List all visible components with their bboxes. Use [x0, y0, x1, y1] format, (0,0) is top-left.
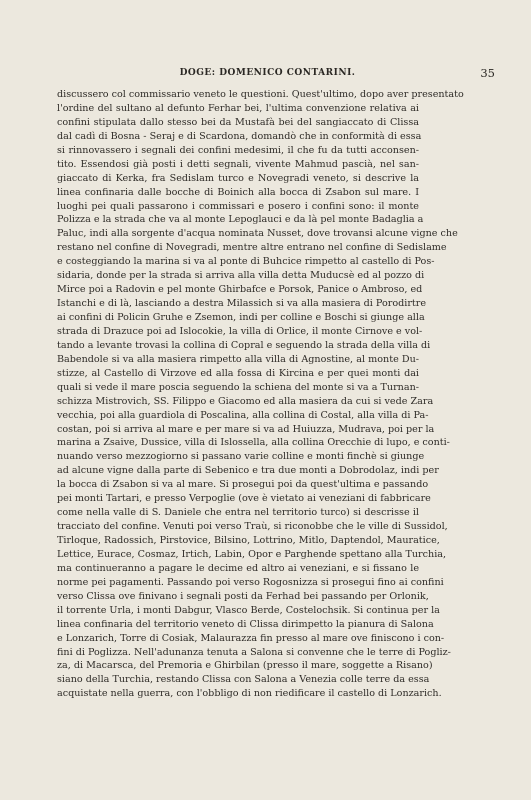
text-line: come nella valle di S. Daniele che entra nel territorio turco) si descrisse il [57, 507, 419, 519]
text-line: ad alcune vigne dalla parte di Sebenico e tra due monti a Dobrodolaz, indi per [57, 465, 439, 477]
text-line: vecchia, poi alla guardiola di Poscalina, alla collina di Costal, alla villa di Pa- [57, 409, 429, 421]
text-line: Mirce poi a Radovin e pel monte Ghirbafce e Porsok, Panice o Ambroso, ed [57, 284, 423, 296]
page-number: 35 [480, 66, 495, 80]
text-line: verso Clissa ove finivano i segnali posti da Ferhad bei passando per Orlonik, [57, 590, 429, 602]
text-line: marina a Zsaive, Dussice, villa di Islossella, alla collina Orecchie di lupo, e conti- [57, 437, 450, 449]
text-line: Babendole si va alla masiera rimpetto alla villa di Agnostine, al monte Du- [57, 353, 419, 365]
text-line: Lettice, Eurace, Cosmaz, Irtich, Labin, Opor e Parghende spettano alla Turchia, [57, 548, 447, 560]
text-line: il torrente Urla, i monti Dabgur, Vlasco Berde, Costelochsik. Si continua per la [57, 604, 440, 616]
text-line: confini stipulata dallo stesso bei da Mustafà bei del sangiaccato di Clissa [57, 116, 419, 128]
text-line: giaccato di Kerka, fra Sedislam turco e Novegradi veneto, si descrive la [57, 172, 419, 184]
text-line: za, di Macarsca, del Premoria e Ghirbilan (presso il mare, soggette a Risano) [57, 660, 433, 672]
body-text [57, 88, 464, 701]
text-line: nuando verso mezzogiorno si passano varie colline e monti finchè si giunge [57, 451, 425, 463]
text-line: sidaria, donde per la strada si arriva alla villa detta Muducsè ed al pozzo di [57, 270, 425, 282]
running-title: DOGE: DOMENICO CONTARINI. [179, 68, 356, 78]
text-line: linea confinaria del territorio veneto di Clissa dirimpetto la pianura di Salona [57, 618, 434, 630]
text-line: norme pei pagamenti. Passando poi verso Rogosnizza si prosegui fino ai confini [57, 576, 444, 588]
text-line: Paluc, indi alla sorgente d'acqua nominata Nusset, dove trovansi alcune vigne che [57, 228, 458, 240]
text-line: tito. Essendosi già posti i detti segnali, vivente Mahmud pascià, nel san- [57, 158, 419, 170]
text-line: siano della Turchia, restando Clissa con Salona a Venezia colle terre da essa [57, 674, 430, 686]
text-line: luoghi pei quali passarono i commissari e posero i confini sono: il monte [57, 200, 419, 212]
text-line: fini di Poglizza. Nell'adunanza tenuta a Salona si convenne che le terre di Pogliz- [57, 646, 451, 658]
text-line: ai confini di Policin Gruhe e Zsemon, indi per colline e Boschi si giunge alla [57, 312, 425, 323]
text-line: discussero col commissario veneto le questioni. Quest'ultimo, dopo aver presentato [57, 89, 464, 100]
text-line: Istanchi e di là, lasciando a destra Milassich si va alla masiera di Porodirtre [57, 298, 427, 310]
text-line: e Lonzarich, Torre di Cosiak, Malaurazza fin presso al mare ove finiscono i con- [57, 632, 445, 644]
text-line: schizza Mistrovich, SS. Filippo e Giacomo ed alla masiera da cui si vede Zara [57, 395, 434, 407]
text-line: stizze, al Castello di Virzove ed alla fossa di Kircina e per quei monti dai [57, 367, 419, 379]
text-line: quali si vede il mare poscia seguendo la schiena del monte si va a Turnan- [57, 381, 419, 393]
text-line: strada di Drazuce poi ad Islocokie, la villa di Orlice, il monte Cirnove e vol- [57, 325, 423, 337]
text-line: la bocca di Zsabon si va al mare. Si prosegui poi da quest'ultima e passando [57, 479, 429, 491]
text-line: l'ordine del sultano al defunto Ferhar bei, l'ultima convenzione relativa ai [57, 102, 419, 114]
text-line: acquistate nella guerra, con l'obbligo di non riedificare il castello di Lonzarich. [57, 688, 442, 700]
page-header [40, 66, 495, 82]
text-line: dal cadì di Bosna - Seraj e di Scardona, domandò che in conformità di essa [57, 130, 422, 142]
text-line: restano nel confine di Novegradi, mentre altre entrano nel confine di Sedislame [57, 242, 447, 254]
text-line: Polizza e la strada che va al monte Lepoglauci e da là pel monte Badaglia a [57, 214, 424, 226]
text-line: linea confinaria dalle bocche di Boinich alla bocca di Zsabon sul mare. I [57, 186, 419, 198]
text-line: pei monti Tartari, e presso Verpoglie (ove è vietato ai veneziani di fabbricare [57, 493, 431, 505]
text-line: si rinnovassero i segnali dei confini medesimi, il che fu da tutti acconsen- [57, 144, 419, 156]
text-line: tando a levante trovasi la collina di Copral e seguendo la strada della villa di [57, 339, 431, 351]
text-line: Tirloque, Radossich, Pirstovice, Bilsino, Lottrino, Mitlo, Daptendol, Mauratice, [57, 535, 440, 546]
text-line: ma continueranno a pagare le decime ed altro ai veneziani, e si fissano le [57, 562, 419, 574]
text-line: e costeggiando la marina si va al ponte di Buhcice rimpetto al castello di Pos- [57, 256, 435, 268]
text-line: costan, poi si arriva al mare e per mare si va ad Huiuzza, Mudrava, poi per la [57, 423, 435, 435]
text-line: tracciato del confine. Venuti poi verso Traù, si riconobbe che le ville di Sussidol, [57, 521, 448, 533]
